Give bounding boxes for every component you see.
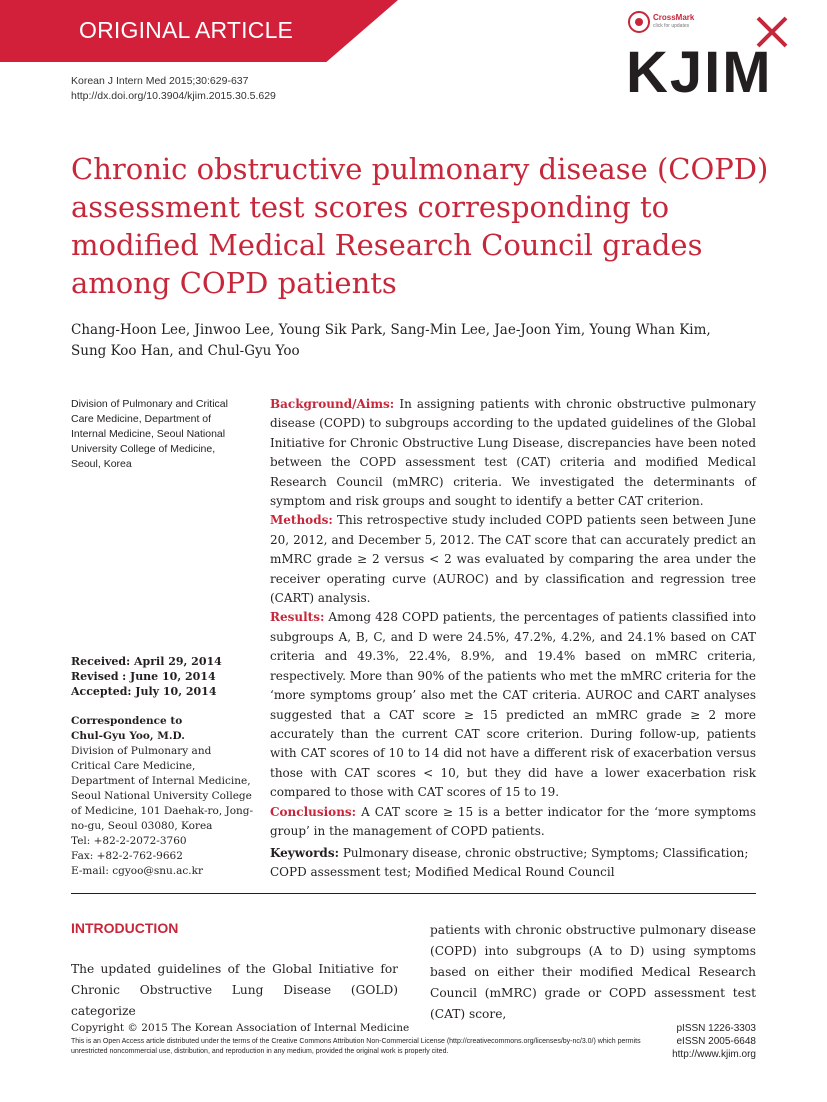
affiliation-line: Seoul, Korea <box>71 458 132 470</box>
abstract-background: Background/Aims: In assigning patients with chronic obstructive pulmonary disease (COPD) to subgroups according to the updated guidelines of the Global Initiative for Chronic Obstructive Lung Disease, discrepancies have been noted between the COPD assessment test (CAT) criteria and modified Medical Research Council (mMRC) criteria. We investigated the determinants of symptom and risk groups and sought to identify a better CAT criterion. <box>270 397 756 509</box>
abstract-methods: Methods: This retrospective study included COPD patients seen between June 20, 2012, and December 5, 2012. The CAT score that can accurately predict an mMRC grade ≥ 2 versus < 2 was evaluated by comparing the area under the receiver operating curve (AUROC) and by classification and regression tree (CART) analysis. <box>270 513 756 606</box>
correspondence-heading: Correspondence to <box>71 715 183 727</box>
keywords-text: Pulmonary disease, chronic obstructive; Symptoms; Classification; COPD assessment test; Modified Medical Round Council <box>270 846 749 880</box>
crossmark-icon <box>628 11 650 33</box>
doi-link[interactable]: http://dx.doi.org/10.3904/kjim.2015.30.5.629 <box>71 90 276 102</box>
abstract <box>270 395 756 841</box>
journal-logo: KJIM <box>626 40 773 105</box>
correspondence-line: no-gu, Seoul 03080, Korea <box>71 820 213 832</box>
introduction-heading: INTRODUCTION <box>71 920 179 936</box>
eissn: eISSN 2005-6648 <box>676 1036 756 1047</box>
keywords <box>270 844 756 883</box>
article-title: Chronic obstructive pulmonary disease (COPD) assessment test scores corresponding to modified Medical Research Council grades among COPD patients <box>71 152 769 300</box>
authors-line-1: Chang-Hoon Lee, Jinwoo Lee, Young Sik Park, Sang-Min Lee, Jae-Joon Yim, Young Whan Kim, <box>71 322 711 338</box>
abstract-conclusions: Conclusions: A CAT score ≥ 15 is a better indicator for the ‘more symptoms group’ in the management of COPD patients. <box>270 804 756 838</box>
correspondence-email[interactable]: E-mail: cgyoo@snu.ac.kr <box>71 865 204 877</box>
affiliation <box>71 397 246 472</box>
issn-block <box>650 1022 756 1061</box>
correspondence-line: Seoul National University College <box>71 790 252 802</box>
article-type-label: ORIGINAL ARTICLE <box>79 17 294 43</box>
revised-date: Revised : June 10, 2014 <box>71 670 216 683</box>
correspondence <box>71 714 261 879</box>
article-dates <box>71 654 256 699</box>
affiliation-line: Division of Pulmonary and Critical <box>71 398 228 410</box>
correspondence-line: Critical Care Medicine, <box>71 760 196 772</box>
correspondence-name: Chul-Gyu Yoo, M.D. <box>71 730 185 742</box>
authors-line-2: Sung Koo Han, and Chul-Gyu Yoo <box>71 343 300 359</box>
journal-citation <box>71 74 276 104</box>
keywords-label: Keywords: <box>270 846 340 860</box>
correspondence-fax: Fax: +82-2-762-9662 <box>71 850 183 862</box>
correspondence-tel: Tel: +82-2-2072-3760 <box>71 835 187 847</box>
abstract-results: Results: Among 428 COPD patients, the percentages of patients classified into subgroups A, B, C, and D were 24.5%, 47.2%, 4.2%, and 24.1% based on CAT criteria and 49.3%, 22.4%, 8.9%, and 19.4% based on mMRC criteria, respectively. More than 90% of the patients who met the mMRC criteria for the ‘more symptoms group’ also met the CAT criteria. AUROC and CART analyses suggested that a CAT score ≥ 15 predicted an mMRC grade ≥ 2 more accurately than the current CAT score criterion. During follow-up, patients with CAT scores of 10 to 14 did not have a different risk of exacerbation versus those with CAT scores < 10, but they did have a lower exacerbation risk compared to those with CAT scores of 15 to 19. <box>270 610 756 800</box>
citation: Korean J Intern Med 2015;30:629-637 <box>71 75 249 87</box>
journal-url[interactable]: http://www.kjim.org <box>672 1049 756 1060</box>
correspondence-line: of Medicine, 101 Daehak-ro, Jong- <box>71 805 254 817</box>
crossmark-label: CrossMark <box>653 13 695 22</box>
introduction-left-column: The updated guidelines of the Global Initiative for Chronic Obstructive Lung Disease (GOLD) categorize <box>71 962 398 1018</box>
section-divider <box>71 893 756 894</box>
accepted-date: Accepted: July 10, 2014 <box>71 685 217 698</box>
copyright: Copyright © 2015 The Korean Association of Internal Medicine <box>71 1022 410 1034</box>
crossmark-badge[interactable] <box>628 11 708 35</box>
affiliation-line: University College of Medicine, <box>71 443 216 455</box>
correspondence-line: Department of Internal Medicine, <box>71 775 251 787</box>
received-date: Received: April 29, 2014 <box>71 655 222 668</box>
pissn: pISSN 1226-3303 <box>676 1023 756 1034</box>
affiliation-line: Care Medicine, Department of <box>71 413 212 425</box>
affiliation-line: Internal Medicine, Seoul National <box>71 428 226 440</box>
correspondence-line: Division of Pulmonary and <box>71 745 212 757</box>
author-list <box>71 320 761 362</box>
crossmark-sub: click for updates <box>653 23 690 29</box>
introduction-right-column: patients with chronic obstructive pulmonary disease (COPD) into subgroups (A to D) using symptoms based on either their modified Medical Research Council (mMRC) grade or COPD assessment test (CAT) score, <box>430 923 756 1021</box>
license-notice: This is an Open Access article distributed under the terms of the Creative Commons Attribution Non-Commercial License (http://creativecommons.org/licenses/by-nc/3.0/) which permits unrestricted noncommercial use, distribution, and reproduction in any medium, provided the original work is properly cited. <box>71 1038 641 1055</box>
